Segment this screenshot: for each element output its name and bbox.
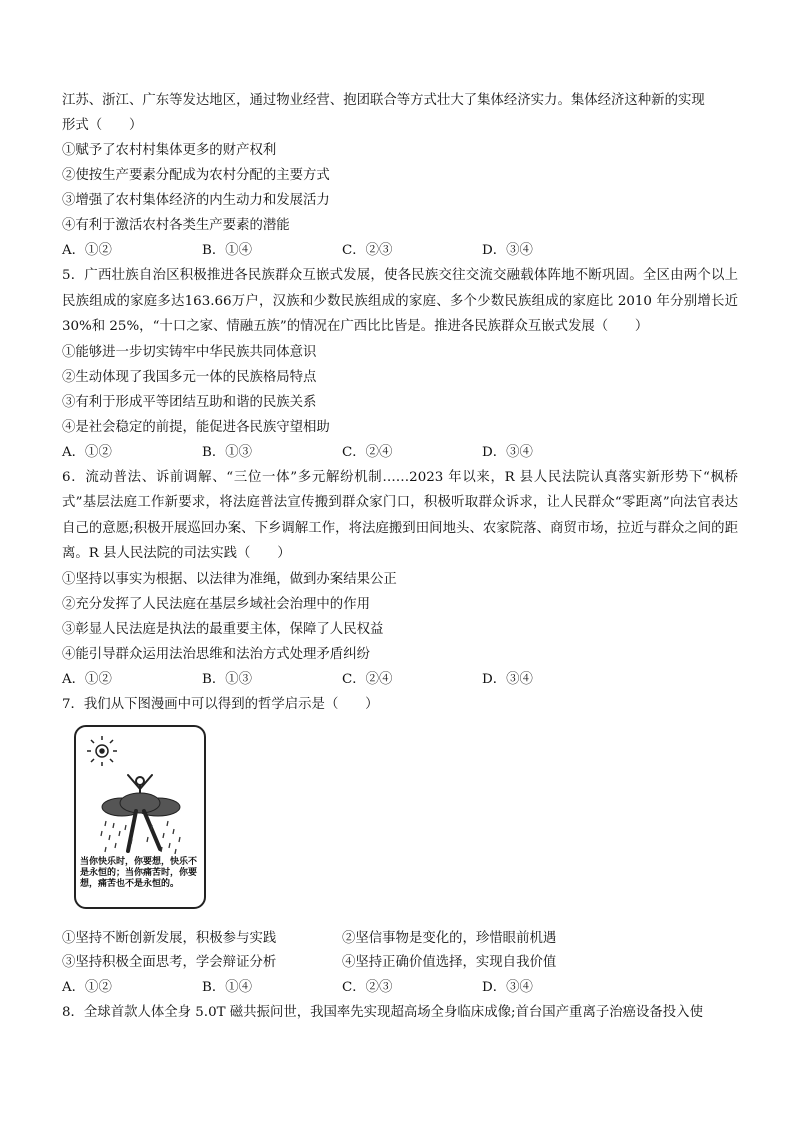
q6-choices <box>62 667 738 692</box>
choice-c[interactable]: C．②④ <box>342 671 393 687</box>
intro-line-2: 形式（ ） <box>62 118 143 133</box>
cloud-shape <box>102 793 180 816</box>
q6-option-1: ①坚持以事实为根据、以法律为准绳，做到办案结果公正 <box>62 571 397 587</box>
q5-option-4: ④是社会稳定的前提，能促进各民族守望相助 <box>62 419 330 435</box>
q7-option-2: ②坚信事物是变化的，珍惜眼前机遇 <box>342 930 557 946</box>
q7-options-row-1 <box>62 927 738 951</box>
comic-area <box>62 721 738 921</box>
choice-a[interactable]: A．①② <box>62 979 112 995</box>
intro-option-3: ③增强了农村集体经济的内生动力和发展活力 <box>62 193 330 208</box>
choice-b[interactable]: B．①④ <box>202 243 253 258</box>
intro-option-4: ④有利于激活农村各类生产要素的潜能 <box>62 218 290 233</box>
choice-c[interactable]: C．②③ <box>342 979 393 995</box>
comic-image <box>74 725 206 909</box>
choice-d[interactable]: D．③④ <box>482 243 533 258</box>
q7-option-3: ③坚持积极全面思考，学会辩证分析 <box>62 954 277 970</box>
q7-stem: 7．我们从下图漫画中可以得到的哲学启示是（ ） <box>62 696 379 712</box>
comic-caption: 当你快乐时，你要想，快乐不是永恒的；当你痛苦时，你要想，痛苦也不是永恒的。 <box>80 856 198 889</box>
q7-option-4: ④坚持正确价值选择，实现自我价值 <box>342 954 557 970</box>
rain-drops <box>101 821 180 854</box>
q6-option-3: ③彰显人民法庭是执法的最重要主体，保障了人民权益 <box>62 621 384 637</box>
q6-option-2: ②充分发挥了人民法庭在基层乡域社会治理中的作用 <box>62 596 370 612</box>
choice-c[interactable]: C．②③ <box>342 243 393 258</box>
choice-d[interactable]: D．③④ <box>482 671 533 687</box>
q5-stem: 5．广西壮族自治区积极推进各民族群众互嵌式发展，使各民族交往交流交融载体阵地不断巩固。全区由两个以上民族组成的家庭多达163.66万户，汉族和少数民族组成的家庭、多个少数民族组成的家庭比 2010 年分别增长近 30%和 25%，“十口之家、情融五族”的情况在广西比比皆是。推进各民族群众互嵌式发展（ ） <box>62 268 738 334</box>
q5-choices <box>62 440 738 465</box>
intro-line-1: 江苏、浙江、广东等发达地区，通过物业经营、抱团联合等方式壮大了集体经济实力。集体经济这种新的实现 <box>62 93 705 108</box>
choice-b[interactable]: B．①③ <box>202 444 253 460</box>
q7-options-row-2 <box>62 951 738 975</box>
q7-choices <box>62 975 738 1000</box>
choice-d[interactable]: D．③④ <box>482 979 533 995</box>
q7-option-1: ①坚持不断创新发展，积极参与实践 <box>62 930 277 946</box>
stilt-legs <box>128 811 160 851</box>
intro-choices <box>62 238 738 263</box>
choice-a[interactable]: A．①② <box>62 444 112 460</box>
choice-c[interactable]: C．②④ <box>342 444 393 460</box>
choice-a[interactable]: A．①② <box>62 243 112 258</box>
q5-option-2: ②生动体现了我国多元一体的民族格局特点 <box>62 369 317 385</box>
q5-option-3: ③有利于形成平等团结互助和谐的民族关系 <box>62 394 317 410</box>
choice-b[interactable]: B．①③ <box>202 671 253 687</box>
intro-option-2: ②使按生产要素分配成为农村分配的主要方式 <box>62 168 330 183</box>
q8-stem: 8．全球首款人体全身 5.0T 磁共振问世，我国率先实现超高场全身临床成像;首台国产重离子治癌设备投入使 <box>62 1004 703 1020</box>
exam-page <box>62 88 738 1025</box>
q5-option-1: ①能够进一步切实铸牢中华民族共同体意识 <box>62 344 317 360</box>
intro-option-1: ①赋予了农村村集体更多的财产权利 <box>62 143 277 158</box>
q6-stem: 6．流动普法、诉前调解、“三位一体”多元解纷机制……2023 年以来，R 县人民法院认真落实新形势下“枫桥式”基层法庭工作新要求，将法庭普法宣传搬到群众家门口，积极听取群众诉求，让人民群众“零距离”向法官表达自己的意愿;积极开展巡回办案、下乡调解工作，将法庭搬到田间地头、农家院落、商贸市场，拉近与群众之间的距离。R 县人民法院的司法实践（ ） <box>62 469 738 561</box>
sun-icon <box>87 736 117 766</box>
choice-d[interactable]: D．③④ <box>482 444 533 460</box>
choice-b[interactable]: B．①④ <box>202 979 253 995</box>
choice-a[interactable]: A．①② <box>62 671 112 687</box>
q6-option-4: ④能引导群众运用法治思维和法治方式处理矛盾纠纷 <box>62 646 370 662</box>
